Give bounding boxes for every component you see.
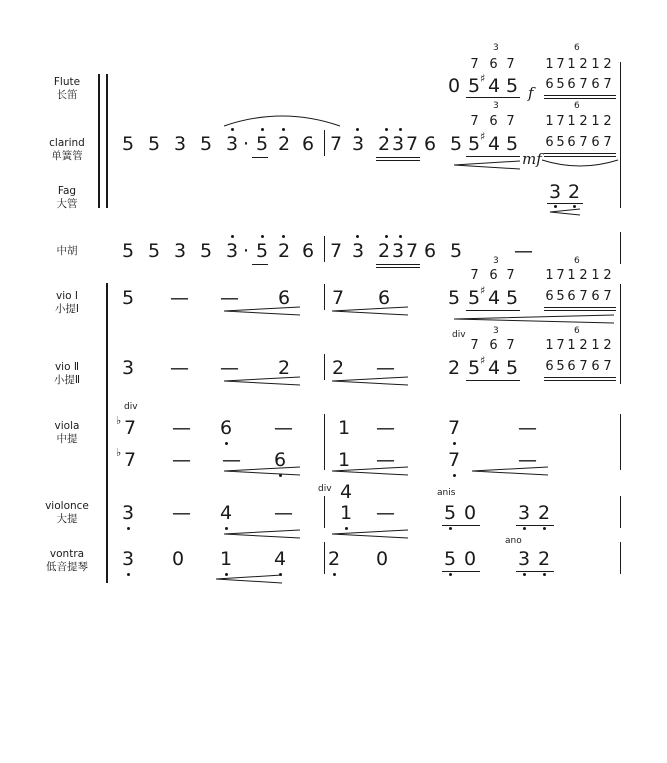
v1-six-t5: 1: [591, 268, 600, 283]
flute-six-b2: 5: [556, 77, 565, 92]
v2-six-t5: 1: [591, 338, 600, 353]
label-cello: [22, 500, 112, 526]
clar-n14: 6: [423, 133, 437, 155]
flute-forte: f: [528, 84, 534, 102]
cello-dash2: —: [274, 502, 293, 524]
zh-n1: 5: [121, 240, 135, 262]
v1-sharp: ♯: [480, 284, 486, 297]
viola-a4: 7: [447, 417, 461, 439]
v2-six-beam1: [544, 377, 616, 378]
v1-six-t4: 2: [579, 268, 588, 283]
cello-n7-dot: [523, 527, 526, 530]
cello-n2: 4: [219, 502, 233, 524]
v1-six-b1: 6: [545, 289, 554, 304]
v2-six-t3: 1: [567, 338, 576, 353]
v2-six-b4: 7: [579, 359, 588, 374]
zh-n15: 5: [449, 240, 463, 262]
zh-barline-end: [620, 232, 621, 264]
clar-ul-2: [376, 157, 420, 158]
flute-six-t4: 2: [579, 57, 588, 72]
clar-six-t1: 1: [545, 114, 554, 129]
v1-six-b5: 6: [591, 289, 600, 304]
clar-barline-1: [324, 130, 325, 156]
bass-n3: 1: [219, 548, 233, 570]
v1-barline-1: [324, 284, 325, 310]
v1-n1: 5: [121, 287, 135, 309]
cello-n3: 4: [339, 481, 353, 503]
v2-trip-3: 7: [506, 338, 515, 353]
clar-n5: 3: [225, 133, 239, 155]
clar-end-slur: [540, 158, 620, 172]
v2-dash1: —: [170, 357, 189, 379]
viola-div: div: [124, 402, 138, 412]
v2-n1: 3: [121, 357, 135, 379]
v1-six-b2: 5: [556, 289, 565, 304]
clar-six-t5: 1: [591, 114, 600, 129]
v1-n2: 6: [277, 287, 291, 309]
bass-n9-dot: [523, 573, 526, 576]
viola-a-dash4: —: [518, 417, 537, 439]
bass-n1-dot: [127, 573, 130, 576]
label-cello-en: violonce: [45, 500, 89, 512]
label-fag: [22, 185, 112, 211]
label-flute: [22, 76, 112, 102]
clar-n8: 6: [301, 133, 315, 155]
clar-sharp: ♯: [480, 130, 486, 143]
upper-barline-end: [620, 62, 621, 208]
v2-six-b2: 5: [556, 359, 565, 374]
bass-n6: 0: [375, 548, 389, 570]
clar-trip-3: 7: [506, 114, 515, 129]
flute-sharp: ♯: [480, 72, 486, 85]
v1-n3: 7: [331, 287, 345, 309]
v1-sextuplet-mark: 6: [574, 256, 580, 266]
clar-trip-2: 6: [489, 114, 498, 129]
cello-n1-dot: [127, 527, 130, 530]
v2-trip-1: 7: [470, 338, 479, 353]
clar-n12: 3: [391, 133, 405, 155]
fag-note-2: 2: [567, 181, 581, 203]
zh-dot-sign: ·: [242, 240, 250, 262]
viola-b-cresc-2: [330, 466, 410, 476]
clar-six-t3: 1: [567, 114, 576, 129]
flute-six-b6: 7: [603, 77, 612, 92]
bass-n9: 3: [517, 548, 531, 570]
v1-n4: 6: [377, 287, 391, 309]
clar-n7: 2: [277, 133, 291, 155]
clar-mf: mf: [522, 150, 542, 168]
flute-six-b1: 6: [545, 77, 554, 92]
v2-sextuplet-mark: 6: [574, 326, 580, 336]
v2-trip-2: 6: [489, 338, 498, 353]
clar-dot-sign: ·: [242, 133, 250, 155]
v2-six-t1: 1: [545, 338, 554, 353]
flute-note-4: 4: [487, 75, 501, 97]
bass-n2: 0: [171, 548, 185, 570]
clar-six-beam1: [544, 153, 616, 154]
flute-six-b3: 6: [567, 77, 576, 92]
v1-trip-1: 7: [470, 268, 479, 283]
bass-cresc-1: [214, 574, 284, 584]
v1-six-beam1: [544, 307, 616, 308]
clar-n13: 7: [405, 133, 419, 155]
clar-ul-1: [252, 157, 268, 158]
viola-flat-b: ♭: [116, 446, 122, 459]
label-bass-en: vontra: [49, 548, 85, 560]
zh-n5: 3: [225, 240, 239, 262]
cello-div: div: [318, 484, 332, 494]
label-flute-en: Flute: [53, 76, 81, 88]
zh-dot-b: [261, 235, 264, 238]
zh-dot-c: [282, 235, 285, 238]
zh-dot-e: [385, 235, 388, 238]
v1-cresc-2: [330, 306, 410, 316]
cello-n8: 2: [537, 502, 551, 524]
v1-n5: 5: [447, 287, 461, 309]
zh-n3: 3: [173, 240, 187, 262]
viola-b3: 1: [337, 449, 351, 471]
label-viola: [22, 420, 112, 446]
clar-n9: 7: [329, 133, 343, 155]
v2-fig-5b: 5: [505, 357, 519, 379]
v1-six-beam2: [544, 310, 616, 311]
label-zhonghu: [22, 245, 112, 258]
bass-barline-end: [620, 542, 621, 574]
bass-n5: 2: [327, 548, 341, 570]
cello-dash3: —: [376, 502, 395, 524]
viola-b-dash3: —: [376, 449, 395, 471]
label-clarinet: [22, 137, 112, 163]
fag-beam: [547, 203, 583, 204]
bass-beam-2: [516, 571, 554, 572]
v1-trip-3: 7: [506, 268, 515, 283]
clar-triplet-mark: 3: [493, 101, 499, 111]
v1-six-t1: 1: [545, 268, 554, 283]
flute-note-5a: 5: [467, 75, 481, 97]
label-vio1-en: vio Ⅰ: [56, 290, 78, 302]
label-vio2: [22, 361, 112, 387]
v2-triplet-mark: 3: [493, 326, 499, 336]
bass-n10: 2: [537, 548, 551, 570]
clar-six-t6: 2: [603, 114, 612, 129]
v1-six-b3: 6: [567, 289, 576, 304]
cello-dash1: —: [172, 502, 191, 524]
flute-trip-3: 7: [506, 57, 515, 72]
flute-trip-1: 7: [470, 57, 479, 72]
label-vio1: [22, 290, 112, 316]
viola-a2-dot: [225, 442, 228, 445]
v1-trip-2: 6: [489, 268, 498, 283]
clar-six-b1: 6: [545, 135, 554, 150]
viola-flat-a: ♭: [116, 414, 122, 427]
v2-six-b3: 6: [567, 359, 576, 374]
clar-n3: 3: [173, 133, 187, 155]
cello-n1: 3: [121, 502, 135, 524]
flute-sextuplet-mark: 6: [574, 43, 580, 53]
v2-sharp: ♯: [480, 354, 486, 367]
v2-n2: 2: [277, 357, 291, 379]
clar-dot-f: [399, 128, 402, 131]
zh-dot-d: [356, 235, 359, 238]
clar-six-beam2: [544, 156, 616, 157]
v2-cresc-1: [222, 376, 302, 386]
cello-barline-end: [620, 496, 621, 528]
zh-dot-f: [399, 235, 402, 238]
clar-six-b3: 6: [567, 135, 576, 150]
flute-six-t5: 1: [591, 57, 600, 72]
viola-a4-dot: [453, 442, 456, 445]
v2-six-beam2: [544, 380, 616, 381]
label-viola-en: viola: [54, 420, 80, 432]
cello-n5: 5: [443, 502, 457, 524]
clar-dot-d: [356, 128, 359, 131]
flute-trip-2: 6: [489, 57, 498, 72]
clar-six-t2: 7: [556, 114, 565, 129]
viola-a-dash2: —: [274, 417, 293, 439]
v1-triplet-mark: 3: [493, 256, 499, 266]
label-flute-zh: 长笛: [56, 89, 78, 101]
label-vio2-en: vio Ⅱ: [54, 361, 80, 373]
v2-fig-5a: 5: [467, 357, 481, 379]
flute-beam: [466, 97, 520, 98]
viola-a3: 1: [337, 417, 351, 439]
zh-ul-1: [252, 264, 268, 265]
label-viola-zh: 中提: [56, 433, 78, 445]
zh-dash: —: [514, 240, 533, 262]
v2-dash3: —: [376, 357, 395, 379]
label-cello-zh: 大提: [56, 513, 78, 525]
label-fag-zh: 大管: [56, 198, 78, 210]
v1-six-b4: 7: [579, 289, 588, 304]
zh-barline-1: [324, 236, 325, 262]
zh-n9: 7: [329, 240, 343, 262]
v1-cresc-1: [222, 306, 302, 316]
zh-n12: 3: [391, 240, 405, 262]
flute-six-t2: 7: [556, 57, 565, 72]
v2-n3: 2: [331, 357, 345, 379]
v1-fig-5b: 5: [505, 287, 519, 309]
viola-b-dash4: —: [518, 449, 537, 471]
label-vio2-zh: 小提Ⅱ: [53, 374, 81, 386]
bass-n10-dot: [543, 573, 546, 576]
zh-n6: 5: [255, 240, 269, 262]
cello-cresc-2: [330, 529, 410, 539]
label-vio1-zh: 小提Ⅰ: [54, 303, 80, 315]
bass-n7-dot: [449, 573, 452, 576]
zh-n14: 6: [423, 240, 437, 262]
clar-fig-5b: 5: [505, 133, 519, 155]
zh-n10: 3: [351, 240, 365, 262]
flute-note-5b: 5: [505, 75, 519, 97]
zh-ul-2: [376, 264, 420, 265]
fag-note-3: 3: [548, 181, 562, 203]
clar-six-b2: 5: [556, 135, 565, 150]
bass-n4: 4: [273, 548, 287, 570]
bass-n7: 5: [443, 548, 457, 570]
v1-cresc-3: [452, 314, 616, 324]
label-bass: [22, 548, 112, 574]
viola-b4-dot: [453, 474, 456, 477]
v2-n4: 2: [447, 357, 461, 379]
v1-six-b6: 7: [603, 289, 612, 304]
vio-barline-end: [620, 284, 621, 384]
clar-fig-4: 4: [487, 133, 501, 155]
v2-fig-beam: [466, 380, 520, 381]
cello-cresc-1: [222, 529, 302, 539]
label-fag-en: Fag: [57, 185, 77, 197]
viola-a2: 6: [219, 417, 233, 439]
bass-n1: 3: [121, 548, 135, 570]
clar-six-b5: 6: [591, 135, 600, 150]
viola-b-cresc-1: [222, 466, 302, 476]
flute-rest-0: 0: [447, 75, 461, 97]
viola-a-dash1: —: [172, 417, 191, 439]
flute-six-b4: 7: [579, 77, 588, 92]
v2-six-b6: 7: [603, 359, 612, 374]
clar-trip-1: 7: [470, 114, 479, 129]
viola-barline-1: [324, 414, 325, 470]
bass-beam-1: [442, 571, 480, 572]
flute-triplet-mark: 3: [493, 43, 499, 53]
cello-beam-2: [516, 525, 554, 526]
clar-n15: 5: [449, 133, 463, 155]
v2-six-t4: 2: [579, 338, 588, 353]
clar-six-t4: 2: [579, 114, 588, 129]
viola-b-cresc-3: [470, 466, 550, 476]
v1-dash1: —: [170, 287, 189, 309]
zh-n8: 6: [301, 240, 315, 262]
zh-n11: 2: [377, 240, 391, 262]
clar-fig-beam: [466, 156, 520, 157]
fag-crescendo: [548, 208, 582, 216]
zh-n13: 7: [405, 240, 419, 262]
v2-six-b1: 6: [545, 359, 554, 374]
cello-n4: 1: [339, 502, 353, 524]
cello-n8-dot: [543, 527, 546, 530]
v2-barline-1: [324, 354, 325, 380]
v1-fig-beam: [466, 310, 520, 311]
bass-n5-dot: [333, 573, 336, 576]
clar-n11: 2: [377, 133, 391, 155]
zh-ul-3: [376, 267, 420, 268]
v1-dash2: —: [220, 287, 239, 309]
cello-beam-1: [442, 525, 480, 526]
flute-six-beam2: [544, 98, 616, 99]
v1-six-t2: 7: [556, 268, 565, 283]
cello-n7: 3: [517, 502, 531, 524]
clar-n4: 5: [199, 133, 213, 155]
clar-n2: 5: [147, 133, 161, 155]
flute-six-beam1: [544, 95, 616, 96]
clar-dot-e: [385, 128, 388, 131]
cello-anis: anis: [437, 488, 456, 498]
clar-n6: 5: [255, 133, 269, 155]
bass-barline-1: [324, 542, 325, 574]
v1-six-t3: 1: [567, 268, 576, 283]
v2-six-t6: 2: [603, 338, 612, 353]
viola-b2: 6: [273, 449, 287, 471]
flute-six-b5: 6: [591, 77, 600, 92]
clar-n1: 5: [121, 133, 135, 155]
label-bass-zh: 低音提琴: [46, 561, 88, 573]
v2-dash2: —: [220, 357, 239, 379]
flute-six-t6: 2: [603, 57, 612, 72]
clar-six-b4: 7: [579, 135, 588, 150]
clar-n10: 3: [351, 133, 365, 155]
bass-ano: ano: [505, 536, 522, 546]
v1-fig-5a: 5: [467, 287, 481, 309]
viola-a-dash3: —: [376, 417, 395, 439]
v2-div: div: [452, 330, 466, 340]
zh-n4: 5: [199, 240, 213, 262]
cello-barline-1: [324, 496, 325, 528]
clar-ul-3: [376, 160, 420, 161]
clar-slur: [222, 110, 342, 130]
v2-fig-4: 4: [487, 357, 501, 379]
viola-barline-end: [620, 414, 621, 470]
viola-b1: 7: [123, 449, 137, 471]
flute-six-t3: 1: [567, 57, 576, 72]
clar-fig-5a: 5: [467, 133, 481, 155]
flute-six-t1: 1: [545, 57, 554, 72]
v2-six-t2: 7: [556, 338, 565, 353]
v2-six-b5: 6: [591, 359, 600, 374]
zh-n2: 5: [147, 240, 161, 262]
label-zhonghu-zh: 中胡: [56, 245, 78, 257]
viola-b-dash1: —: [172, 449, 191, 471]
label-clarinet-en: clarind: [49, 137, 85, 149]
viola-b-dash2: —: [222, 449, 241, 471]
cello-n5-dot: [449, 527, 452, 530]
v1-six-t6: 2: [603, 268, 612, 283]
bass-n8: 0: [463, 548, 477, 570]
cello-n6: 0: [463, 502, 477, 524]
v2-cresc-2: [330, 376, 410, 386]
viola-b4: 7: [447, 449, 461, 471]
clar-six-b6: 7: [603, 135, 612, 150]
zh-n7: 2: [277, 240, 291, 262]
label-clarinet-zh: 单簧管: [51, 150, 83, 162]
v1-fig-4: 4: [487, 287, 501, 309]
clar-sextuplet-mark: 6: [574, 101, 580, 111]
zh-dot-a: [231, 235, 234, 238]
viola-a1: 7: [123, 417, 137, 439]
clar-crescendo: [452, 160, 522, 170]
